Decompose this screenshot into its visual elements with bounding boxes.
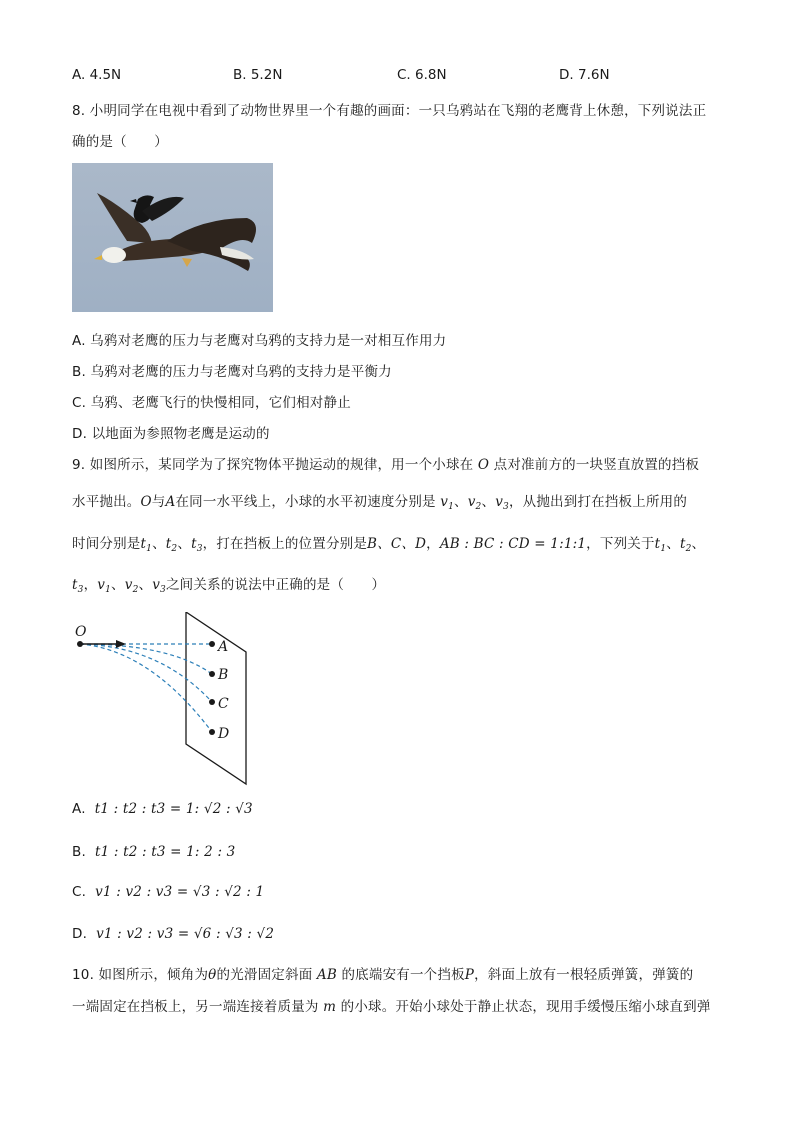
q8-stem-line1: 8. 小明同学在电视中看到了动物世界里一个有趣的画面：一只乌鸦站在飞翔的老鹰背上休憩，下列说法正 (72, 103, 707, 119)
fig-label-c: C (218, 696, 229, 712)
q9-stem-line4: $t_3$，$v_1$、$v_2$、$v_3$之间关系的说法中正确的是（ ） (72, 577, 386, 595)
q8-option-b: B. 乌鸦对老鹰的压力与老鹰对乌鸦的支持力是平衡力 (72, 364, 392, 380)
q9-stem-line2: 水平抛出。O与A在同一水平线上，小球的水平初速度分别是 $v_1$、$v_2$、$v_3$，从抛出到打在挡板上所用的 (72, 494, 688, 512)
q9-option-c-text: v1 : v2 : v3 = √3 : √2 : 1 (95, 884, 265, 900)
q9-option-c: C. v1 : v2 : v3 = √3 : √2 : 1 (72, 884, 265, 900)
q9-stem-line3: 时间分别是$t_1$、$t_2$、$t_3$，打在挡板上的位置分别是B、C、D，AB : BC : CD = 1:1:1，下列关于$t_1$、$t_2$、 (72, 536, 706, 554)
q8-option-a: A. 乌鸦对老鹰的压力与老鹰对乌鸦的支持力是一对相互作用力 (72, 333, 447, 349)
q7-option-b: B. 5.2N (233, 67, 283, 83)
var-o: O (477, 457, 490, 473)
fig-label-o: O (75, 624, 87, 640)
ratio-ab-bc-cd: AB : BC : CD = 1:1:1 (439, 536, 587, 552)
q10-stem-line1: 10. 如图所示，倾角为θ的光滑固定斜面 AB 的底端安有一个挡板P，斜面上放有一根轻质弹簧，弹簧的 (72, 967, 694, 983)
fig-label-b: B (218, 667, 229, 683)
q8-option-c: C. 乌鸦、老鹰飞行的快慢相同，它们相对静止 (72, 395, 351, 411)
q7-options (72, 67, 722, 87)
var-v3: $v_3$ (495, 494, 509, 512)
q9-option-d-text: v1 : v2 : v3 = √6 : √3 : √2 (96, 926, 275, 942)
q8-option-d: D. 以地面为参照物老鹰是运动的 (72, 426, 270, 442)
q9-stem-line1: 9. 如图所示，某同学为了探究物体平抛运动的规律，用一个小球在 O 点对准前方的一块竖直放置的挡板 (72, 457, 700, 473)
var-v1: $v_1$ (440, 494, 455, 512)
q7-option-d: D. 7.6N (559, 67, 610, 83)
q7-option-c: C. 6.8N (397, 67, 447, 83)
q9-option-b: B. t1 : t2 : t3 = 1: 2 : 3 (72, 844, 236, 860)
q9-option-a: A. t1 : t2 : t3 = 1: √2 : √3 (72, 801, 253, 817)
q9-option-d: D. v1 : v2 : v3 = √6 : √3 : √2 (72, 926, 275, 942)
q7-option-a: A. 4.5N (72, 67, 122, 83)
q9-option-a-text: t1 : t2 : t3 = 1: √2 : √3 (94, 801, 253, 817)
q10-stem-line2: 一端固定在挡板上，另一端连接着质量为 m 的小球。开始小球处于静止状态，现用手缓慢压缩小球直到弹 (72, 999, 711, 1015)
eagle-crow-photo (72, 163, 273, 312)
q8-stem-line2: 确的是（ ） (72, 134, 168, 150)
q9-option-b-text: t1 : t2 : t3 = 1: 2 : 3 (94, 844, 236, 860)
fig-label-a: A (218, 639, 229, 655)
projectile-diagram (70, 612, 260, 790)
fig-label-d: D (218, 726, 230, 742)
var-v2: $v_2$ (467, 494, 482, 512)
